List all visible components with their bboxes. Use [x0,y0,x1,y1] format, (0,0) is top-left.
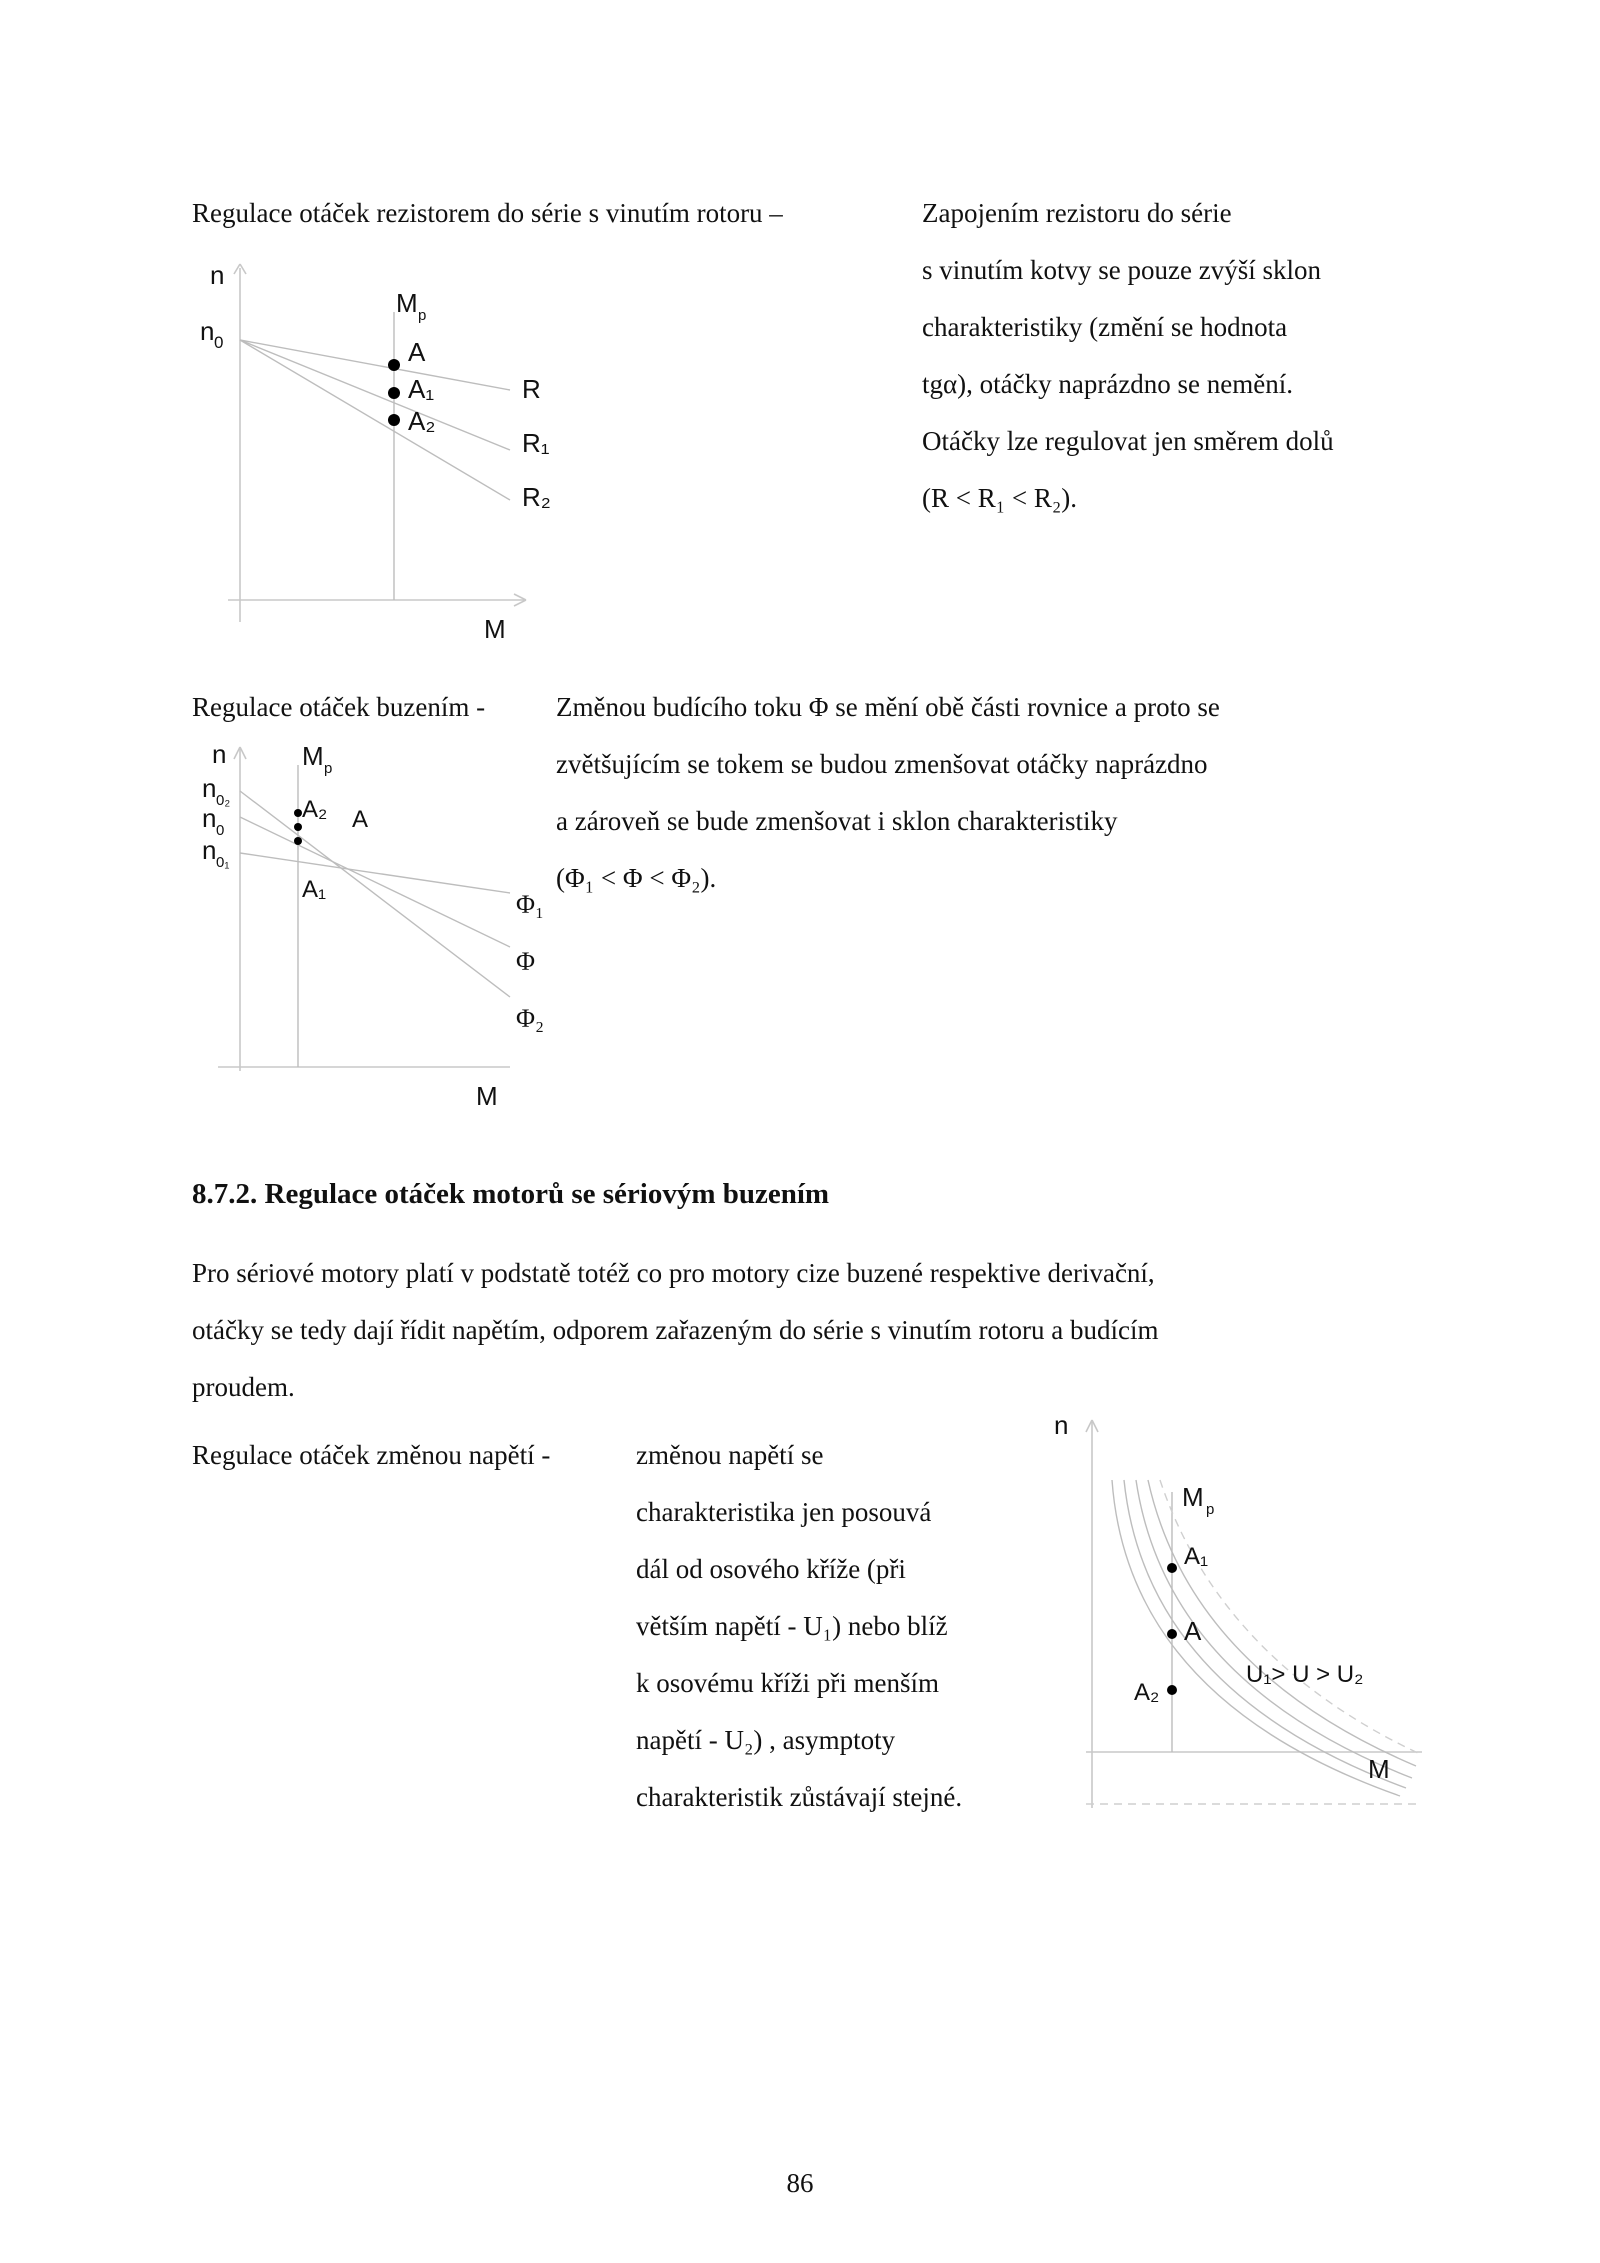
x-axis-arrow [514,600,526,606]
voltage-regulation-diagram [1050,1400,1430,1820]
section2-line: zvětšujícím se tokem se budou zmenšovat otáčky naprázdno [556,749,1208,779]
line-phi-label: Φ [516,947,536,976]
section1-line: (R < R₁ < R₂). [922,483,1078,513]
point-a2 [1167,1685,1177,1695]
n0-subscript: 0 [214,333,224,352]
section2-label: Regulace otáček buzením - [192,692,486,722]
y-axis-arrow [234,747,240,759]
line-phi2-label: Φ₂ [516,1004,545,1033]
paragraph-line: otáčky se tedy dají řídit napětím, odporem zařazeným do série s vinutím rotoru a budícím [192,1315,1159,1345]
y-axis-arrow [1086,1420,1092,1432]
characteristic-u2 [1112,1480,1400,1796]
characteristic-r1 [240,340,510,450]
point-a [1167,1629,1177,1639]
point-a1-label: A₁ [302,876,327,903]
characteristic-r2 [240,340,510,500]
line-r1-label: R₁ [522,428,550,458]
y-axis-arrow [240,264,246,274]
mp-label: M [302,741,324,771]
section-heading: 8.7.2. Regulace otáček motorů se sériovým buzením [192,1178,830,1210]
paragraph-line: Pro sériové motory platí v podstatě totéž co pro motory cize buzené respektive derivační, [192,1258,1155,1288]
point-a-label: A [352,806,369,833]
section1-line: Otáčky lze regulovat jen směrem dolů [922,426,1334,456]
mp-subscript: p [418,307,427,324]
section1-line: s vinutím kotvy se pouze zvýší sklon [922,255,1321,285]
section3-label: Regulace otáček změnou napětí - [192,1440,551,1470]
point-a [294,823,302,831]
page-number: 86 [786,2168,814,2198]
mp-subscript: p [324,760,333,777]
point-a2-label: A₂ [408,406,436,436]
section3-line: charakteristika jen posouvá [636,1497,932,1527]
point-a1-label: A₁ [1184,1543,1209,1570]
line-r2-label: R₂ [522,482,551,512]
y-axis-arrow [234,264,240,274]
section1-line: tgα), otáčky naprázdno se nemění. [922,369,1294,399]
section3-line: změnou napětí se [636,1440,824,1470]
point-a1 [388,387,400,399]
point-a [388,359,400,371]
point-a2-label: A₂ [302,796,328,823]
n01-subscript: 0₁ [216,854,230,871]
paragraph-line: proudem. [192,1372,295,1402]
point-a-label: A [408,337,426,367]
point-a1-label: A₁ [408,374,435,404]
mp-label: M [396,288,418,318]
flux-regulation-diagram [190,735,590,1115]
voltage-relation-label: U₁> U > U₂ [1246,1661,1364,1688]
section2-line: Změnou budícího toku Φ se mění obě části rovnice a proto se [556,692,1220,722]
y-axis-label: n [210,260,225,290]
section2-line: a zároveň se bude zmenšovat i sklon charakteristiky [556,806,1118,836]
n02-subscript: 0₂ [216,792,231,809]
line-r-label: R [522,374,541,404]
section3-line: charakteristik zůstávají stejné. [636,1782,963,1812]
section3-line: napětí - U₂) , asymptoty [636,1725,896,1755]
point-a2-label: A₂ [1134,1679,1160,1706]
point-a2 [294,809,302,817]
y-axis-label: n [1054,1410,1069,1440]
resistor-regulation-diagram [190,250,590,650]
n0-label: n [200,316,215,346]
point-a2 [388,414,400,426]
section3-line: k osovému kříži při menším [636,1668,939,1698]
section1-line: charakteristiky (změní se hodnota [922,312,1288,342]
line-phi1-label: Φ₁ [516,890,545,919]
n0-subscript: 0 [216,822,225,839]
y-axis-label: n [212,739,227,769]
section1-label: Regulace otáček rezistorem do série s vinutím rotoru – [192,198,783,228]
characteristic-phi [240,817,510,947]
x-axis-label: M [476,1081,498,1111]
mp-label: M [1182,1482,1204,1512]
point-a1 [1167,1563,1177,1573]
section1-line: Zapojením rezistoru do série [922,198,1232,228]
characteristic-phi2 [240,791,510,997]
n01-label: n [202,835,217,865]
section2-line: (Φ₁ < Φ < Φ₂). [556,863,717,893]
x-axis-label: M [484,614,506,644]
x-axis-arrow [514,594,526,600]
section3-line: dál od osového kříže (při [636,1554,906,1584]
n0-label: n [202,803,217,833]
point-a-label: A [1184,1616,1202,1646]
point-a1 [294,837,302,845]
x-axis-label: M [1368,1754,1390,1784]
mp-subscript: p [1206,1501,1215,1518]
y-axis-arrow [240,747,246,759]
y-axis-arrow [1092,1420,1098,1432]
n02-label: n [202,773,217,803]
characteristic-r [240,340,510,390]
characteristic-phi1 [240,853,510,893]
section3-line: větším napětí - U₁) nebo blíž [636,1611,948,1641]
